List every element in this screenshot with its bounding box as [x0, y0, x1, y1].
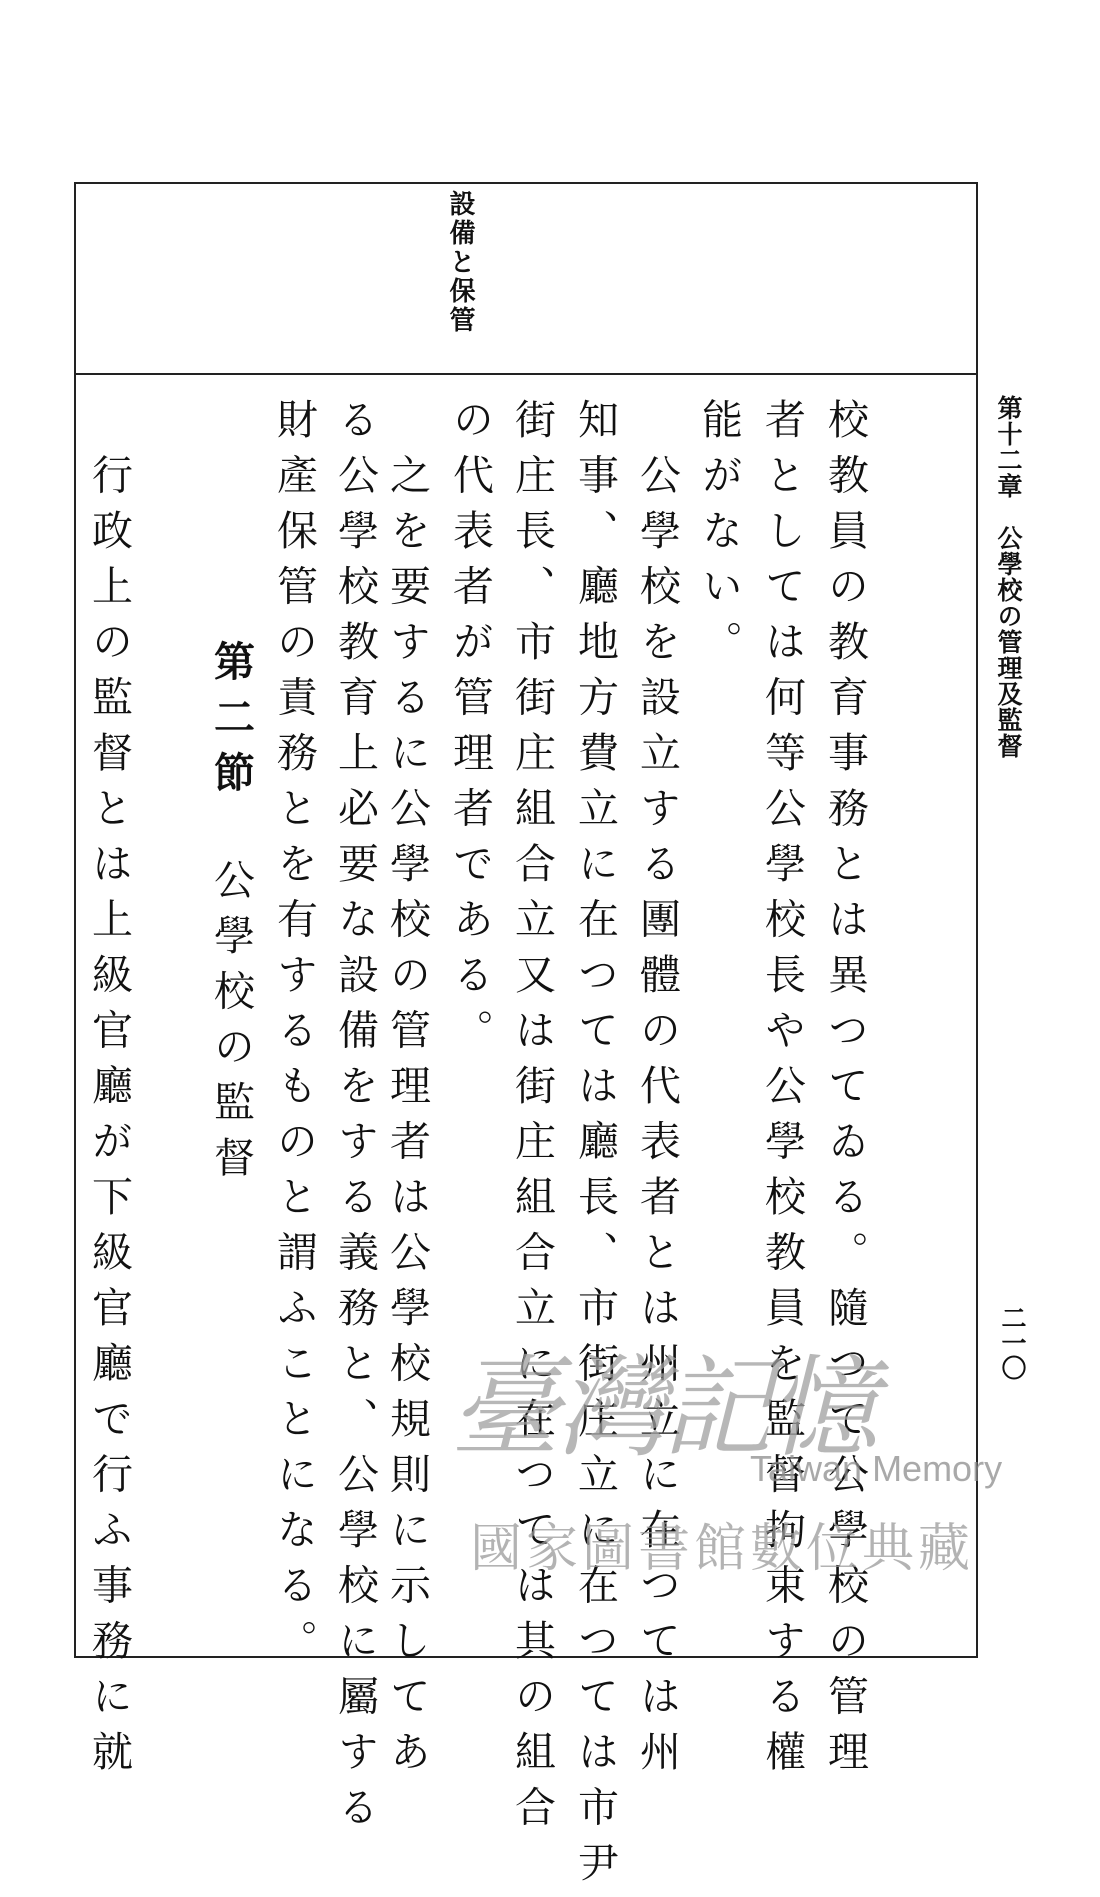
- section-number: 第二節: [207, 640, 255, 807]
- body-column-last: 行政上の監督とは上級官廳が下級官廳で行ふ事務に就: [85, 398, 133, 1786]
- body-column-6: 街庄長、市街庄組合立又は街庄組合立に在つては其の組合: [508, 398, 556, 1841]
- section-heading: [207, 640, 255, 1192]
- watermark-english: Taiwan Memory: [750, 1448, 1003, 1489]
- body-column-7: の代表者が管理者である。: [446, 398, 494, 1064]
- body-column-1: 校教員の教育事務とは異つてゐる。隨つて公學校の管理: [821, 398, 869, 1786]
- body-column-5: 知事、廳地方費立に在つては廳長、市街庄立に在つては市尹: [571, 398, 619, 1897]
- body-column-10: 財產保管の責務とを有するものと謂ふことになる。: [270, 398, 318, 1675]
- section-title: 公學校の監督: [207, 858, 255, 1192]
- body-column-9: る公學校教育上必要な設備をする義務と、公學校に屬する: [331, 398, 379, 1841]
- watermark: [450, 1320, 1050, 1640]
- body-column-3: 能がない。: [695, 398, 743, 676]
- body-column-2: 者としては何等公學校長や公學校教員を監督拘束する權: [758, 398, 806, 1786]
- watermark-sub: 國家圖書館數位典藏: [470, 1520, 975, 1578]
- margin-divider: [74, 373, 978, 375]
- page-number: 二一〇: [998, 1305, 1027, 1380]
- body-column-4: 公學校を設立する團體の代表者とは州立に在つては州: [633, 398, 681, 1786]
- margin-note: 設備と保管: [445, 190, 475, 335]
- body-column-8: 之を要するに公學校の管理者は公學校規則に示してあ: [383, 398, 431, 1786]
- watermark-main: 臺灣記憶: [450, 1344, 874, 1472]
- running-header: 第十二章 公學校の管理及監督: [994, 395, 1023, 759]
